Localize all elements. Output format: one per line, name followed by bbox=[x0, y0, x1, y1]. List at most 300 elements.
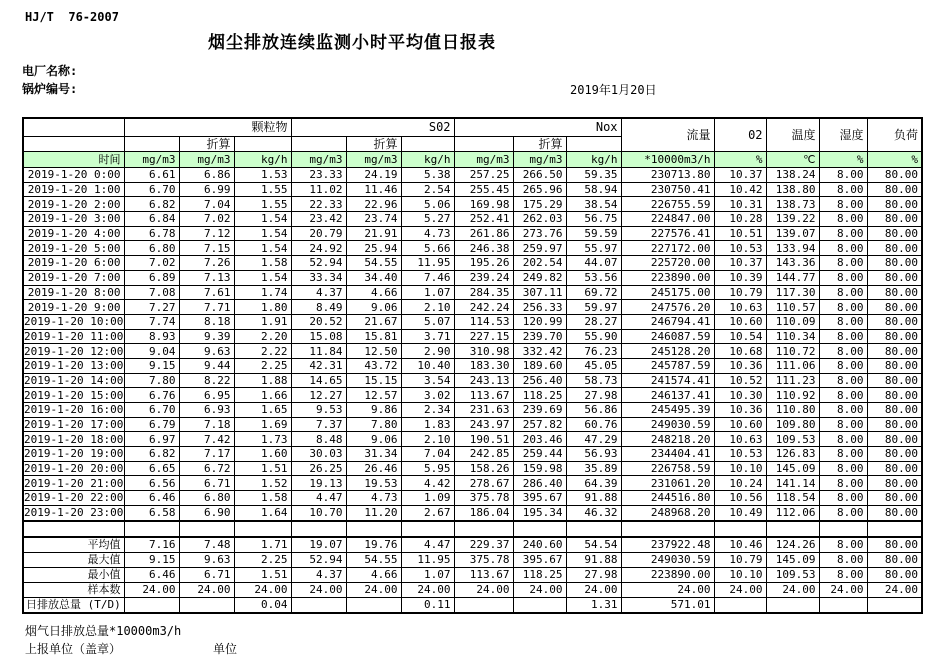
unit-cell: % bbox=[714, 152, 766, 168]
row-label-cell: 2019-1-20 23:00 bbox=[24, 506, 124, 520]
value-cell: 10.53 bbox=[714, 447, 766, 462]
value-cell bbox=[234, 521, 291, 537]
value-cell: 284.35 bbox=[454, 285, 513, 300]
value-cell: 138.73 bbox=[766, 197, 819, 212]
value-cell: 26.46 bbox=[346, 461, 401, 476]
row-label-cell: 2019-1-20 1:00 bbox=[23, 182, 124, 197]
value-cell: 231.63 bbox=[454, 403, 513, 418]
value-cell: 227576.41 bbox=[621, 226, 714, 241]
value-cell: 245787.59 bbox=[621, 358, 714, 373]
value-cell: 10.24 bbox=[714, 476, 766, 491]
value-cell: 10.40 bbox=[401, 358, 454, 373]
value-cell: 1.51 bbox=[234, 461, 291, 476]
value-cell: 1.09 bbox=[401, 491, 454, 506]
unit-cell: kg/h bbox=[401, 152, 454, 168]
row-label-cell: 平均值 bbox=[23, 537, 124, 553]
value-cell: 19.76 bbox=[346, 537, 401, 553]
table-row bbox=[23, 476, 922, 491]
value-cell: 23.42 bbox=[291, 212, 346, 227]
value-cell: 144.77 bbox=[766, 270, 819, 285]
value-cell: 6.80 bbox=[124, 241, 179, 256]
value-cell: 278.67 bbox=[454, 476, 513, 491]
value-cell: 2.25 bbox=[234, 552, 291, 567]
value-cell: 8.00 bbox=[819, 403, 867, 418]
value-cell: 257.25 bbox=[454, 168, 513, 183]
value-cell: 9.15 bbox=[124, 552, 179, 567]
value-cell: 30.03 bbox=[291, 447, 346, 462]
value-cell: 7.37 bbox=[291, 417, 346, 432]
value-cell: 255.45 bbox=[454, 182, 513, 197]
value-cell: 7.16 bbox=[124, 537, 179, 553]
value-cell: 12.27 bbox=[291, 388, 346, 403]
value-cell: 24.00 bbox=[714, 582, 766, 597]
value-cell: 1.64 bbox=[234, 505, 291, 520]
value-cell: 6.79 bbox=[124, 417, 179, 432]
value-cell: 9.63 bbox=[179, 344, 234, 359]
value-cell: 266.50 bbox=[513, 168, 566, 183]
value-cell: 223890.00 bbox=[621, 567, 714, 582]
value-cell: 117.30 bbox=[766, 285, 819, 300]
value-cell: 8.00 bbox=[819, 358, 867, 373]
value-cell: 175.29 bbox=[513, 197, 566, 212]
value-cell: 231061.20 bbox=[621, 476, 714, 491]
group-so2: S02 bbox=[291, 118, 454, 137]
nox-rate-spacer bbox=[566, 137, 621, 152]
value-cell: 286.40 bbox=[513, 476, 566, 491]
row-label-cell: 样本数 bbox=[23, 582, 124, 597]
flue-gas-total-note: 烟气日排放总量*10000m3/h bbox=[25, 624, 182, 638]
value-cell: 9.06 bbox=[346, 432, 401, 447]
value-cell: 60.76 bbox=[566, 417, 621, 432]
value-cell: 307.11 bbox=[513, 285, 566, 300]
table-row bbox=[23, 358, 922, 373]
value-cell: 241574.41 bbox=[621, 373, 714, 388]
value-cell: 11.95 bbox=[401, 256, 454, 271]
value-cell bbox=[621, 521, 714, 537]
value-cell: 6.46 bbox=[124, 491, 179, 506]
unit-cell: mg/m3 bbox=[291, 152, 346, 168]
table-row bbox=[23, 388, 922, 403]
row-label-cell: 2019-1-20 15:00 bbox=[24, 388, 124, 402]
value-cell: 27.98 bbox=[566, 567, 621, 582]
value-cell bbox=[179, 597, 234, 613]
value-cell: 6.71 bbox=[179, 567, 234, 582]
value-cell: 10.42 bbox=[714, 182, 766, 197]
value-cell: 27.98 bbox=[566, 388, 621, 403]
value-cell: 10.63 bbox=[714, 432, 766, 447]
value-cell: 110.34 bbox=[766, 329, 819, 344]
value-cell: 80.00 bbox=[867, 447, 922, 462]
value-cell: 23.33 bbox=[291, 168, 346, 183]
value-cell: 80.00 bbox=[867, 373, 922, 388]
value-cell: 24.00 bbox=[291, 582, 346, 597]
value-cell: 4.47 bbox=[401, 537, 454, 553]
value-cell: 10.37 bbox=[714, 168, 766, 183]
nox-raw-spacer bbox=[454, 137, 513, 152]
value-cell: 0.11 bbox=[401, 597, 454, 613]
value-cell: 4.73 bbox=[401, 226, 454, 241]
value-cell: 80.00 bbox=[867, 476, 922, 491]
value-cell: 7.74 bbox=[124, 314, 179, 329]
value-cell: 7.80 bbox=[124, 373, 179, 388]
value-cell: 6.82 bbox=[124, 447, 179, 462]
value-cell: 126.83 bbox=[766, 447, 819, 462]
value-cell: 246794.41 bbox=[621, 314, 714, 329]
row-label-cell: 2019-1-20 0:00 bbox=[23, 168, 124, 183]
value-cell: 11.46 bbox=[346, 182, 401, 197]
value-cell: 8.00 bbox=[819, 537, 867, 553]
value-cell: 4.37 bbox=[291, 567, 346, 582]
value-cell: 8.22 bbox=[179, 373, 234, 388]
value-cell: 55.97 bbox=[566, 241, 621, 256]
value-cell: 24.00 bbox=[234, 582, 291, 597]
value-cell: 6.56 bbox=[124, 476, 179, 491]
value-cell: 8.00 bbox=[819, 182, 867, 197]
report-date: 2019年1月20日 bbox=[570, 83, 657, 97]
value-cell: 80.00 bbox=[867, 256, 922, 271]
value-cell: 10.63 bbox=[714, 300, 766, 315]
value-cell: 19.53 bbox=[346, 476, 401, 491]
value-cell: 242.85 bbox=[454, 447, 513, 462]
value-cell: 3.54 bbox=[401, 373, 454, 388]
value-cell: 23.74 bbox=[346, 212, 401, 227]
value-cell: 10.10 bbox=[714, 567, 766, 582]
value-cell: 118.25 bbox=[513, 567, 566, 582]
value-cell: 24.00 bbox=[346, 582, 401, 597]
value-cell: 24.00 bbox=[124, 582, 179, 597]
value-cell: 248218.20 bbox=[621, 432, 714, 447]
value-cell: 80.00 bbox=[867, 388, 922, 403]
value-cell: 8.00 bbox=[819, 461, 867, 476]
value-cell: 4.47 bbox=[291, 491, 346, 506]
value-cell: 226758.59 bbox=[621, 461, 714, 476]
value-cell: 10.56 bbox=[714, 491, 766, 506]
row-label-cell: 2019-1-20 11:00 bbox=[24, 329, 124, 343]
value-cell: 332.42 bbox=[513, 344, 566, 359]
table-row bbox=[23, 300, 922, 315]
value-cell: 80.00 bbox=[867, 270, 922, 285]
value-cell: 1.51 bbox=[234, 567, 291, 582]
value-cell: 24.19 bbox=[346, 168, 401, 183]
value-cell: 24.00 bbox=[401, 582, 454, 597]
value-cell: 8.00 bbox=[819, 256, 867, 271]
value-cell: 54.54 bbox=[566, 537, 621, 553]
value-cell: 571.01 bbox=[621, 597, 714, 613]
value-cell bbox=[867, 597, 922, 613]
value-cell: 69.72 bbox=[566, 285, 621, 300]
value-cell: 10.60 bbox=[714, 314, 766, 329]
value-cell: 8.00 bbox=[819, 447, 867, 462]
group-humidity: 湿度 bbox=[819, 118, 867, 152]
table-row bbox=[23, 461, 922, 476]
row-label-cell: 2019-1-20 16:00 bbox=[24, 403, 124, 417]
row-label-cell: 2019-1-20 6:00 bbox=[23, 256, 124, 271]
value-cell: 6.82 bbox=[124, 197, 179, 212]
value-cell: 1.83 bbox=[401, 417, 454, 432]
value-cell: 2.10 bbox=[401, 300, 454, 315]
row-label-cell: 2019-1-20 10:00 bbox=[24, 315, 124, 329]
value-cell: 80.00 bbox=[867, 491, 922, 506]
value-cell: 109.53 bbox=[766, 432, 819, 447]
value-cell: 54.55 bbox=[346, 552, 401, 567]
value-cell: 80.00 bbox=[867, 285, 922, 300]
value-cell: 110.72 bbox=[766, 344, 819, 359]
value-cell: 8.00 bbox=[819, 552, 867, 567]
value-cell: 159.98 bbox=[513, 461, 566, 476]
value-cell: 139.22 bbox=[766, 212, 819, 227]
value-cell: 7.04 bbox=[179, 197, 234, 212]
value-cell: 80.00 bbox=[867, 168, 922, 183]
value-cell: 2.54 bbox=[401, 182, 454, 197]
value-cell: 114.53 bbox=[454, 314, 513, 329]
row-label-cell: 2019-1-20 22:00 bbox=[24, 491, 124, 505]
value-cell: 80.00 bbox=[867, 182, 922, 197]
table-row bbox=[23, 314, 922, 329]
value-cell: 21.91 bbox=[346, 226, 401, 241]
table-row bbox=[23, 432, 922, 447]
summary-row bbox=[23, 582, 922, 597]
value-cell: 203.46 bbox=[513, 432, 566, 447]
value-cell: 2.20 bbox=[234, 329, 291, 344]
value-cell: 4.66 bbox=[346, 567, 401, 582]
row-label-cell: 2019-1-20 17:00 bbox=[24, 418, 124, 432]
value-cell: 8.00 bbox=[819, 505, 867, 520]
value-cell: 31.34 bbox=[346, 447, 401, 462]
unit-label: 单位 bbox=[213, 642, 238, 656]
value-cell: 8.00 bbox=[819, 388, 867, 403]
value-cell: 7.27 bbox=[124, 300, 179, 315]
value-cell: 6.70 bbox=[124, 182, 179, 197]
value-cell: 1.65 bbox=[234, 403, 291, 418]
plant-name-label: 电厂名称: bbox=[22, 64, 78, 78]
value-cell: 1.55 bbox=[234, 182, 291, 197]
value-cell: 7.15 bbox=[179, 241, 234, 256]
value-cell bbox=[346, 521, 401, 537]
value-cell: 224847.00 bbox=[621, 212, 714, 227]
value-cell: 0.04 bbox=[234, 597, 291, 613]
summary-row bbox=[23, 552, 922, 567]
value-cell: 58.73 bbox=[566, 373, 621, 388]
value-cell: 10.37 bbox=[714, 256, 766, 271]
value-cell: 1.53 bbox=[234, 168, 291, 183]
value-cell: 249.82 bbox=[513, 270, 566, 285]
pm-rate-spacer bbox=[234, 137, 291, 152]
group-flow: 流量 bbox=[621, 118, 714, 152]
value-cell: 8.00 bbox=[819, 197, 867, 212]
value-cell: 6.84 bbox=[124, 212, 179, 227]
value-cell: 225720.00 bbox=[621, 256, 714, 271]
value-cell: 10.36 bbox=[714, 358, 766, 373]
unit-cell: *10000m3/h bbox=[621, 152, 714, 168]
value-cell: 6.71 bbox=[179, 476, 234, 491]
value-cell: 234404.41 bbox=[621, 447, 714, 462]
value-cell: 80.00 bbox=[867, 461, 922, 476]
value-cell: 113.67 bbox=[454, 567, 513, 582]
value-cell: 2.90 bbox=[401, 344, 454, 359]
value-cell: 7.18 bbox=[179, 417, 234, 432]
value-cell: 80.00 bbox=[867, 329, 922, 344]
value-cell: 80.00 bbox=[867, 432, 922, 447]
value-cell: 9.39 bbox=[179, 329, 234, 344]
value-cell: 80.00 bbox=[867, 226, 922, 241]
value-cell: 242.24 bbox=[454, 300, 513, 315]
value-cell: 112.06 bbox=[766, 505, 819, 520]
value-cell: 15.08 bbox=[291, 329, 346, 344]
row-label-cell: 2019-1-20 18:00 bbox=[24, 432, 124, 446]
value-cell: 8.00 bbox=[819, 329, 867, 344]
value-cell: 6.76 bbox=[124, 388, 179, 403]
value-cell: 8.93 bbox=[124, 329, 179, 344]
value-cell: 195.26 bbox=[454, 256, 513, 271]
value-cell: 7.71 bbox=[179, 300, 234, 315]
value-cell: 10.79 bbox=[714, 552, 766, 567]
value-cell: 10.30 bbox=[714, 388, 766, 403]
row-label-cell: 2019-1-20 12:00 bbox=[24, 344, 124, 358]
value-cell: 24.00 bbox=[566, 582, 621, 597]
value-cell: 7.17 bbox=[179, 447, 234, 462]
time-header-spacer bbox=[23, 137, 124, 152]
reporting-unit-label: 上报单位（盖章） bbox=[25, 642, 122, 656]
value-cell: 1.71 bbox=[234, 537, 291, 553]
so2-raw-spacer bbox=[291, 137, 346, 152]
row-label-cell: 最小值 bbox=[23, 567, 124, 582]
value-cell: 59.97 bbox=[566, 300, 621, 315]
value-cell: 248968.20 bbox=[621, 505, 714, 520]
value-cell: 11.20 bbox=[346, 505, 401, 520]
value-cell: 5.07 bbox=[401, 314, 454, 329]
value-cell: 244516.80 bbox=[621, 491, 714, 506]
header-units-row bbox=[23, 152, 922, 168]
value-cell: 80.00 bbox=[867, 505, 922, 520]
table-row bbox=[23, 329, 922, 344]
value-cell: 259.44 bbox=[513, 447, 566, 462]
value-cell: 110.09 bbox=[766, 314, 819, 329]
value-cell: 265.96 bbox=[513, 182, 566, 197]
pm-raw-spacer bbox=[124, 137, 179, 152]
value-cell: 190.51 bbox=[454, 432, 513, 447]
value-cell: 9.15 bbox=[124, 358, 179, 373]
group-nox: Nox bbox=[454, 118, 621, 137]
value-cell: 12.57 bbox=[346, 388, 401, 403]
value-cell: 259.97 bbox=[513, 241, 566, 256]
value-cell: 6.72 bbox=[179, 461, 234, 476]
value-cell bbox=[513, 597, 566, 613]
value-cell: 10.60 bbox=[714, 417, 766, 432]
value-cell: 8.00 bbox=[819, 168, 867, 183]
value-cell: 138.80 bbox=[766, 182, 819, 197]
value-cell: 12.50 bbox=[346, 344, 401, 359]
value-cell: 1.31 bbox=[566, 597, 621, 613]
value-cell: 1.69 bbox=[234, 417, 291, 432]
value-cell: 237922.48 bbox=[621, 537, 714, 553]
value-cell: 6.90 bbox=[179, 505, 234, 520]
value-cell: 145.09 bbox=[766, 552, 819, 567]
value-cell: 6.46 bbox=[124, 567, 179, 582]
value-cell: 1.54 bbox=[234, 241, 291, 256]
value-cell: 395.67 bbox=[513, 552, 566, 567]
value-cell bbox=[179, 521, 234, 537]
value-cell: 1.07 bbox=[401, 285, 454, 300]
value-cell: 24.00 bbox=[766, 582, 819, 597]
value-cell: 58.94 bbox=[566, 182, 621, 197]
value-cell: 375.78 bbox=[454, 552, 513, 567]
value-cell: 246137.41 bbox=[621, 388, 714, 403]
value-cell: 59.35 bbox=[566, 168, 621, 183]
value-cell: 10.79 bbox=[714, 285, 766, 300]
value-cell: 8.00 bbox=[819, 491, 867, 506]
value-cell: 7.12 bbox=[179, 226, 234, 241]
row-label-cell: 2019-1-20 5:00 bbox=[23, 241, 124, 256]
value-cell: 227.15 bbox=[454, 329, 513, 344]
value-cell: 252.41 bbox=[454, 212, 513, 227]
row-label-cell: 2019-1-20 7:00 bbox=[23, 270, 124, 285]
value-cell: 239.24 bbox=[454, 270, 513, 285]
value-cell: 80.00 bbox=[867, 552, 922, 567]
value-cell bbox=[819, 521, 867, 537]
value-cell: 38.54 bbox=[566, 197, 621, 212]
value-cell: 257.82 bbox=[513, 417, 566, 432]
value-cell: 4.42 bbox=[401, 476, 454, 491]
value-cell: 1.58 bbox=[234, 491, 291, 506]
value-cell: 1.73 bbox=[234, 432, 291, 447]
value-cell: 35.89 bbox=[566, 461, 621, 476]
value-cell: 239.70 bbox=[513, 329, 566, 344]
value-cell: 76.23 bbox=[566, 344, 621, 359]
value-cell: 9.04 bbox=[124, 344, 179, 359]
value-cell: 120.99 bbox=[513, 314, 566, 329]
value-cell: 7.02 bbox=[124, 256, 179, 271]
value-cell: 8.00 bbox=[819, 314, 867, 329]
value-cell: 1.91 bbox=[234, 314, 291, 329]
value-cell: 1.54 bbox=[234, 270, 291, 285]
value-cell: 5.38 bbox=[401, 168, 454, 183]
value-cell: 52.94 bbox=[291, 256, 346, 271]
table-row bbox=[23, 212, 922, 227]
value-cell: 6.97 bbox=[124, 432, 179, 447]
value-cell: 33.34 bbox=[291, 270, 346, 285]
value-cell: 243.13 bbox=[454, 373, 513, 388]
value-cell: 2.10 bbox=[401, 432, 454, 447]
value-cell: 47.29 bbox=[566, 432, 621, 447]
value-cell: 7.46 bbox=[401, 270, 454, 285]
value-cell: 80.00 bbox=[867, 314, 922, 329]
value-cell: 240.60 bbox=[513, 537, 566, 553]
value-cell: 395.67 bbox=[513, 491, 566, 506]
value-cell: 43.72 bbox=[346, 358, 401, 373]
value-cell: 91.88 bbox=[566, 552, 621, 567]
value-cell: 1.54 bbox=[234, 212, 291, 227]
value-cell: 145.09 bbox=[766, 461, 819, 476]
value-cell: 8.00 bbox=[819, 373, 867, 388]
value-cell: 10.28 bbox=[714, 212, 766, 227]
value-cell: 8.48 bbox=[291, 432, 346, 447]
row-label-cell: 日排放总量 (T/D) bbox=[23, 597, 124, 613]
value-cell: 229.37 bbox=[454, 537, 513, 553]
unit-cell: % bbox=[819, 152, 867, 168]
value-cell bbox=[401, 521, 454, 537]
value-cell: 113.67 bbox=[454, 388, 513, 403]
unit-cell: mg/m3 bbox=[346, 152, 401, 168]
row-label-cell: 2019-1-20 2:00 bbox=[23, 197, 124, 212]
value-cell: 53.56 bbox=[566, 270, 621, 285]
header-group-row bbox=[23, 118, 922, 137]
value-cell: 118.54 bbox=[766, 491, 819, 506]
value-cell: 15.81 bbox=[346, 329, 401, 344]
value-cell: 80.00 bbox=[867, 300, 922, 315]
value-cell: 262.03 bbox=[513, 212, 566, 227]
report-table bbox=[22, 117, 923, 614]
value-cell: 133.94 bbox=[766, 241, 819, 256]
